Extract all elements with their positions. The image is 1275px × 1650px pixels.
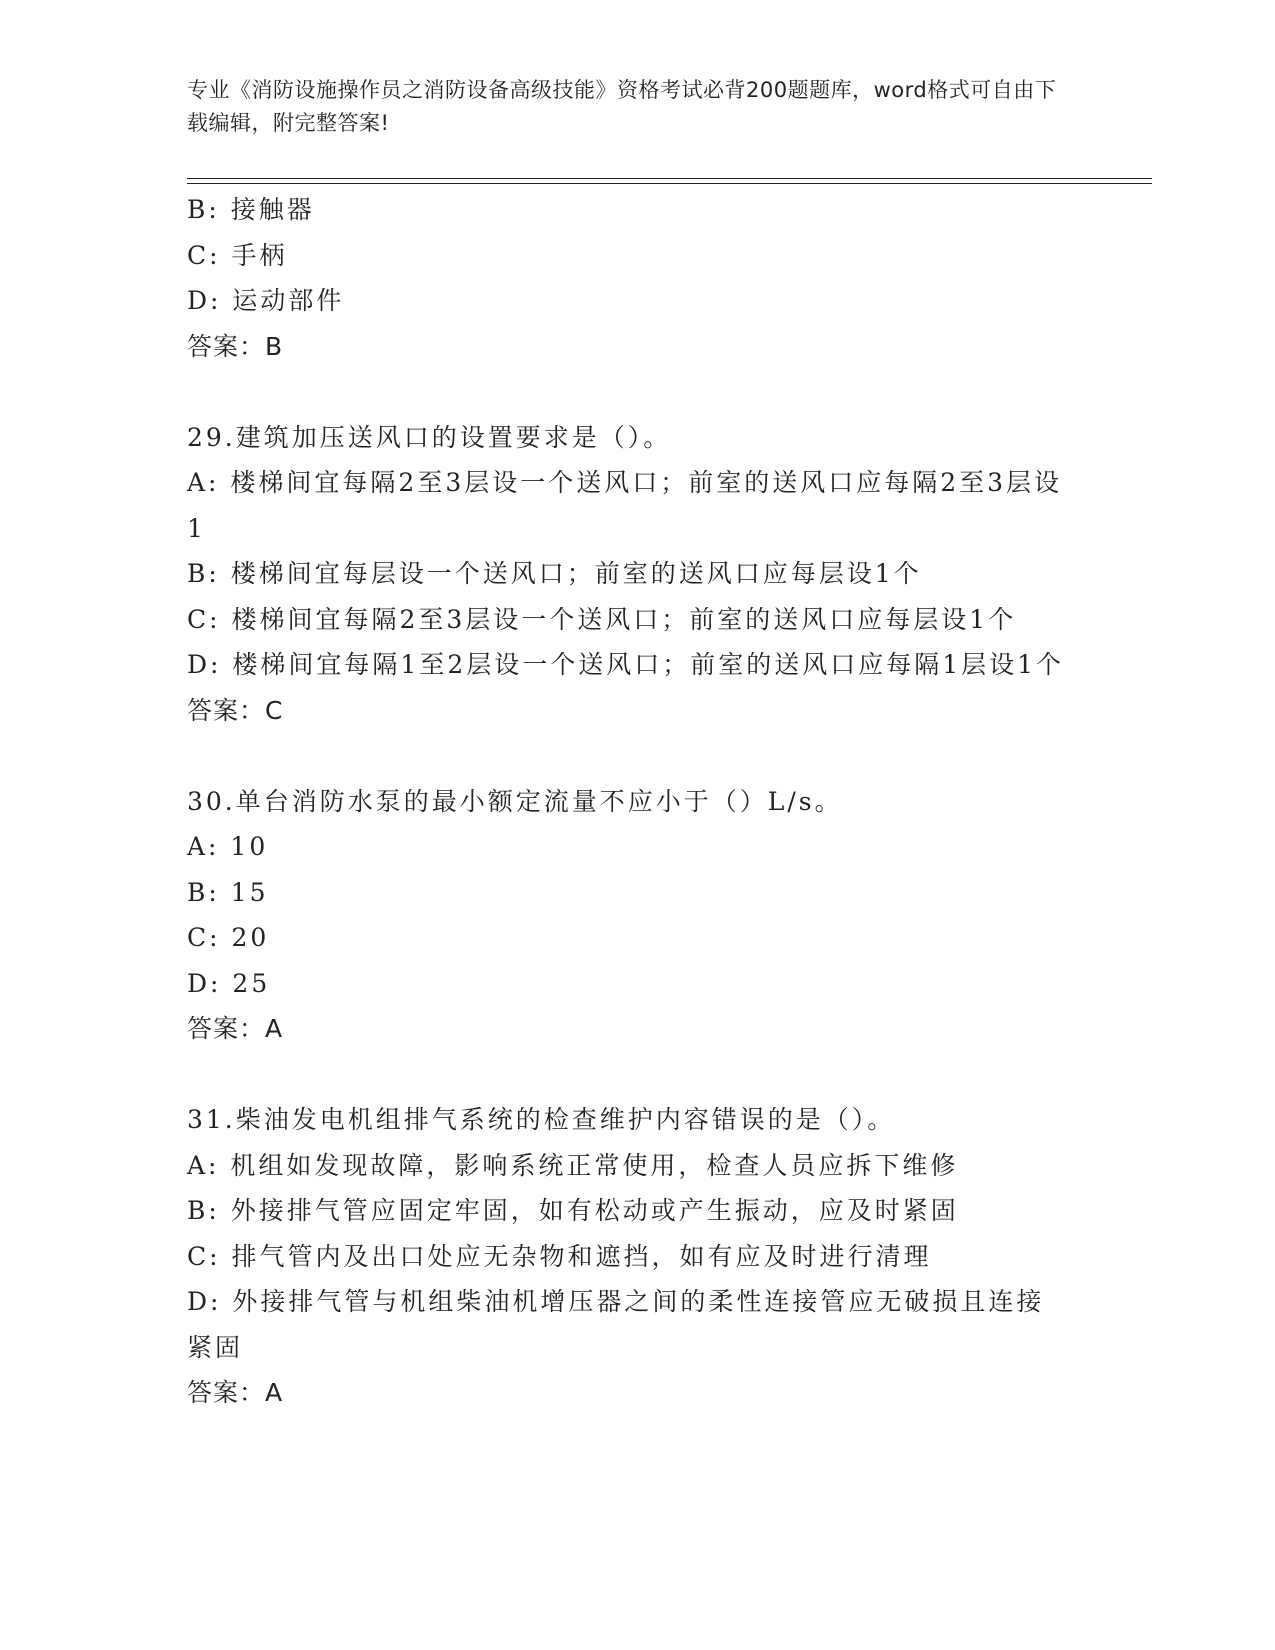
option-b: B: 楼梯间宜每层设一个送风口；前室的送风口应每层设1个 [187, 559, 922, 588]
question-30 [187, 779, 1087, 1052]
question-29 [187, 415, 1087, 734]
option-c: C: 手柄 [187, 240, 288, 270]
option-a: A: 楼梯间宜每隔2至3层设一个送风口；前室的送风口应每隔2至3层设1 [187, 468, 1063, 543]
option-d: D: 运动部件 [187, 286, 345, 315]
answer-line: 答案：A [187, 1014, 284, 1043]
option-b: B: 接触器 [187, 195, 315, 224]
answer-line: 答案：C [187, 695, 284, 725]
option-b: B: 外接排气管应固定牢固，如有松动或产生振动，应及时紧固 [187, 1196, 959, 1225]
option-c: C: 排气管内及出口处应无杂物和遮挡，如有应及时进行清理 [187, 1241, 932, 1271]
option-d: D: 外接排气管与机组柴油机增压器之间的柔性连接管应无破损且连接紧固 [187, 1287, 1045, 1362]
option-d: D: 楼梯间宜每隔1至2层设一个送风口；前室的送风口应每隔1层设1个 [187, 650, 1065, 679]
option-c: C: 20 [187, 923, 270, 952]
question-list [187, 187, 1087, 1416]
question-stem: 30.单台消防水泵的最小额定流量不应小于（）L/s。 [187, 786, 843, 816]
question-stem: 29.建筑加压送风口的设置要求是（）。 [187, 422, 672, 452]
answer-line: 答案：B [187, 331, 284, 361]
option-a: A: 机组如发现故障，影响系统正常使用，检查人员应拆下维修 [187, 1150, 959, 1180]
question-stem: 31.柴油发电机组排气系统的检查维护内容错误的是（）。 [187, 1105, 896, 1134]
header-rule-bottom [187, 183, 1152, 184]
option-d: D: 25 [187, 968, 271, 998]
option-a: A: 10 [187, 832, 269, 861]
option-c: C: 楼梯间宜每隔2至3层设一个送风口；前室的送风口应每层设1个 [187, 604, 1017, 634]
question-31 [187, 1097, 1087, 1416]
option-b: B: 15 [187, 877, 269, 907]
answer-line: 答案：A [187, 1378, 284, 1407]
page-header: 专业《消防设施操作员之消防设备高级技能》资格考试必背200题题库，word格式可自由下载编辑，附完整答案! [187, 78, 1057, 135]
header-rule-top [187, 178, 1152, 179]
question-28-partial [187, 187, 1087, 369]
